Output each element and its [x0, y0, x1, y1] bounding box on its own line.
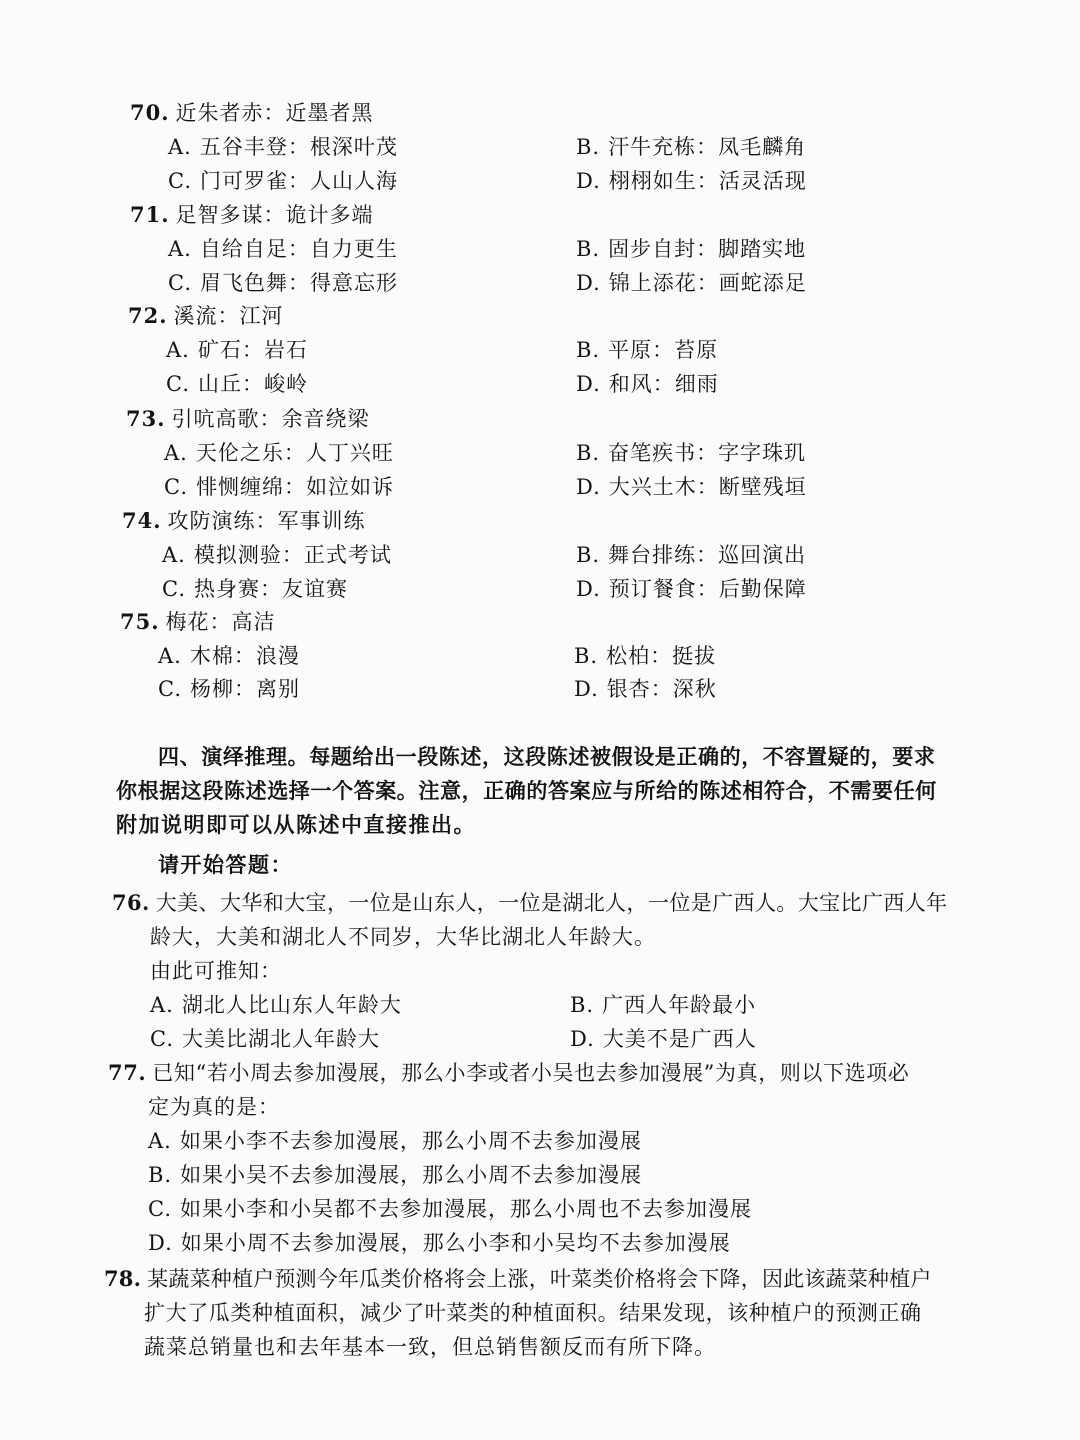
- question-71-option-c: C. 眉飞色舞：得意忘形: [168, 271, 398, 295]
- question-76-option-d: D. 大美不是广西人: [570, 1027, 757, 1051]
- question-70-option-c: C. 门可罗雀：人山人海: [168, 169, 398, 193]
- question-73-option-d: D. 大兴土木：断壁残垣: [576, 475, 807, 499]
- question-74-option-d: D. 预订餐食：后勤保障: [576, 577, 807, 601]
- question-text: 引吭高歌：余音绕梁: [171, 407, 370, 431]
- question-73-option-b: B. 奋笔疾书：字字珠玑: [576, 441, 807, 465]
- question-77-option-c: C. 如果小李和小吴都不去参加漫展，那么小周也不去参加漫展: [148, 1197, 752, 1221]
- question-72-option-b: B. 平原：苔原: [576, 338, 719, 362]
- question-70-stem: [130, 98, 374, 128]
- question-text: 近朱者赤：近墨者黑: [175, 101, 374, 125]
- question-74-option-a: A. 模拟测验：正式考试: [162, 543, 392, 567]
- question-76-line2: 龄大，大美和湖北人不同岁，大华比湖北人年龄大。: [150, 925, 656, 949]
- question-75-stem: [120, 607, 276, 637]
- question-77-option-d: D. 如果小周不去参加漫展，那么小李和小吴均不去参加漫展: [148, 1231, 731, 1255]
- question-number: 77.: [108, 1060, 147, 1085]
- question-78-line2: 扩大了瓜类种植面积，减少了叶菜类的种植面积。结果发现，该种植户的预测正确: [144, 1301, 922, 1325]
- question-71-option-a: A. 自给自足：自力更生: [168, 237, 398, 261]
- question-number: 72.: [128, 303, 168, 328]
- question-text: 足智多谋：诡计多端: [175, 203, 374, 227]
- question-74-stem: [122, 506, 366, 536]
- question-75-option-a: A. 木棉：浪漫: [158, 644, 300, 668]
- question-72-option-a: A. 矿石：岩石: [166, 338, 308, 362]
- question-73-option-a: A. 天伦之乐：人丁兴旺: [164, 441, 394, 465]
- question-76-option-a: A. 湖北人比山东人年龄大: [150, 993, 402, 1017]
- question-number: 70.: [130, 100, 170, 125]
- question-70-option-d: D. 栩栩如生：活灵活现: [576, 169, 807, 193]
- question-77-option-b: B. 如果小吴不去参加漫展，那么小周不去参加漫展: [148, 1163, 643, 1187]
- question-77-line1: 77. 已知“若小周去参加漫展，那么小李或者小吴也去参加漫展”为真，则以下选项必: [108, 1060, 910, 1085]
- question-72-option-c: C. 山丘：峻岭: [166, 372, 308, 396]
- section-heading-line1: 四、演绎推理。每题给出一段陈述，这段陈述被假设是正确的，不容置疑的，要求: [158, 744, 936, 769]
- question-72-option-d: D. 和风：细雨: [576, 372, 719, 396]
- question-70-option-a: A. 五谷丰登：根深叶茂: [168, 135, 398, 159]
- question-75-option-c: C. 杨柳：离别: [158, 677, 300, 701]
- question-70-option-b: B. 汗牛充栋：凤毛麟角: [576, 135, 807, 159]
- question-text: 攻防演练：军事训练: [167, 509, 366, 533]
- question-76-option-c: C. 大美比湖北人年龄大: [150, 1027, 380, 1051]
- question-text: 溪流：江河: [173, 304, 284, 328]
- question-74-option-b: B. 舞台排练：巡回演出: [576, 543, 807, 567]
- section-heading-line2: 你根据这段陈述选择一个答案。注意，正确的答案应与所给的陈述相符合，不需要任何: [116, 778, 937, 803]
- question-71-stem: [130, 200, 374, 230]
- question-number: 75.: [120, 609, 160, 634]
- section-heading-line3: 附加说明即可以从陈述中直接推出。: [116, 812, 476, 837]
- question-number: 71.: [130, 202, 170, 227]
- question-78-line1: 78. 某蔬菜种植户预测今年瓜类价格将会上涨，叶菜类价格将会下降，因此该蔬菜种植户: [104, 1266, 932, 1291]
- question-72-stem: [128, 301, 284, 331]
- question-73-stem: [126, 404, 370, 434]
- question-71-option-b: B. 固步自封：脚踏实地: [576, 237, 807, 261]
- question-77-line2: 定为真的是：: [148, 1095, 280, 1119]
- question-71-option-d: D. 锦上添花：画蛇添足: [576, 271, 807, 295]
- start-prompt: 请开始答题：: [158, 852, 293, 877]
- question-text: 梅花：高洁: [165, 610, 276, 634]
- question-number: 73.: [126, 406, 166, 431]
- question-73-option-c: C. 悱恻缠绵：如泣如诉: [164, 475, 394, 499]
- question-number: 78.: [104, 1266, 142, 1291]
- question-77-option-a: A. 如果小李不去参加漫展，那么小周不去参加漫展: [148, 1129, 642, 1153]
- question-76-line3: 由此可推知：: [150, 959, 282, 983]
- question-number: 76.: [112, 890, 150, 915]
- question-74-option-c: C. 热身赛：友谊赛: [162, 577, 348, 601]
- question-76-line1: 76. 大美、大华和大宝，一位是山东人，一位是湖北人，一位是广西人。大宝比广西人年: [112, 890, 948, 915]
- question-76-option-b: B. 广西人年龄最小: [570, 993, 757, 1017]
- question-78-line3: 蔬菜总销量也和去年基本一致，但总销售额反而有所下降。: [144, 1335, 716, 1359]
- question-75-option-d: D. 银杏：深秋: [574, 677, 717, 701]
- question-75-option-b: B. 松柏：挺拔: [574, 644, 717, 668]
- question-number: 74.: [122, 508, 162, 533]
